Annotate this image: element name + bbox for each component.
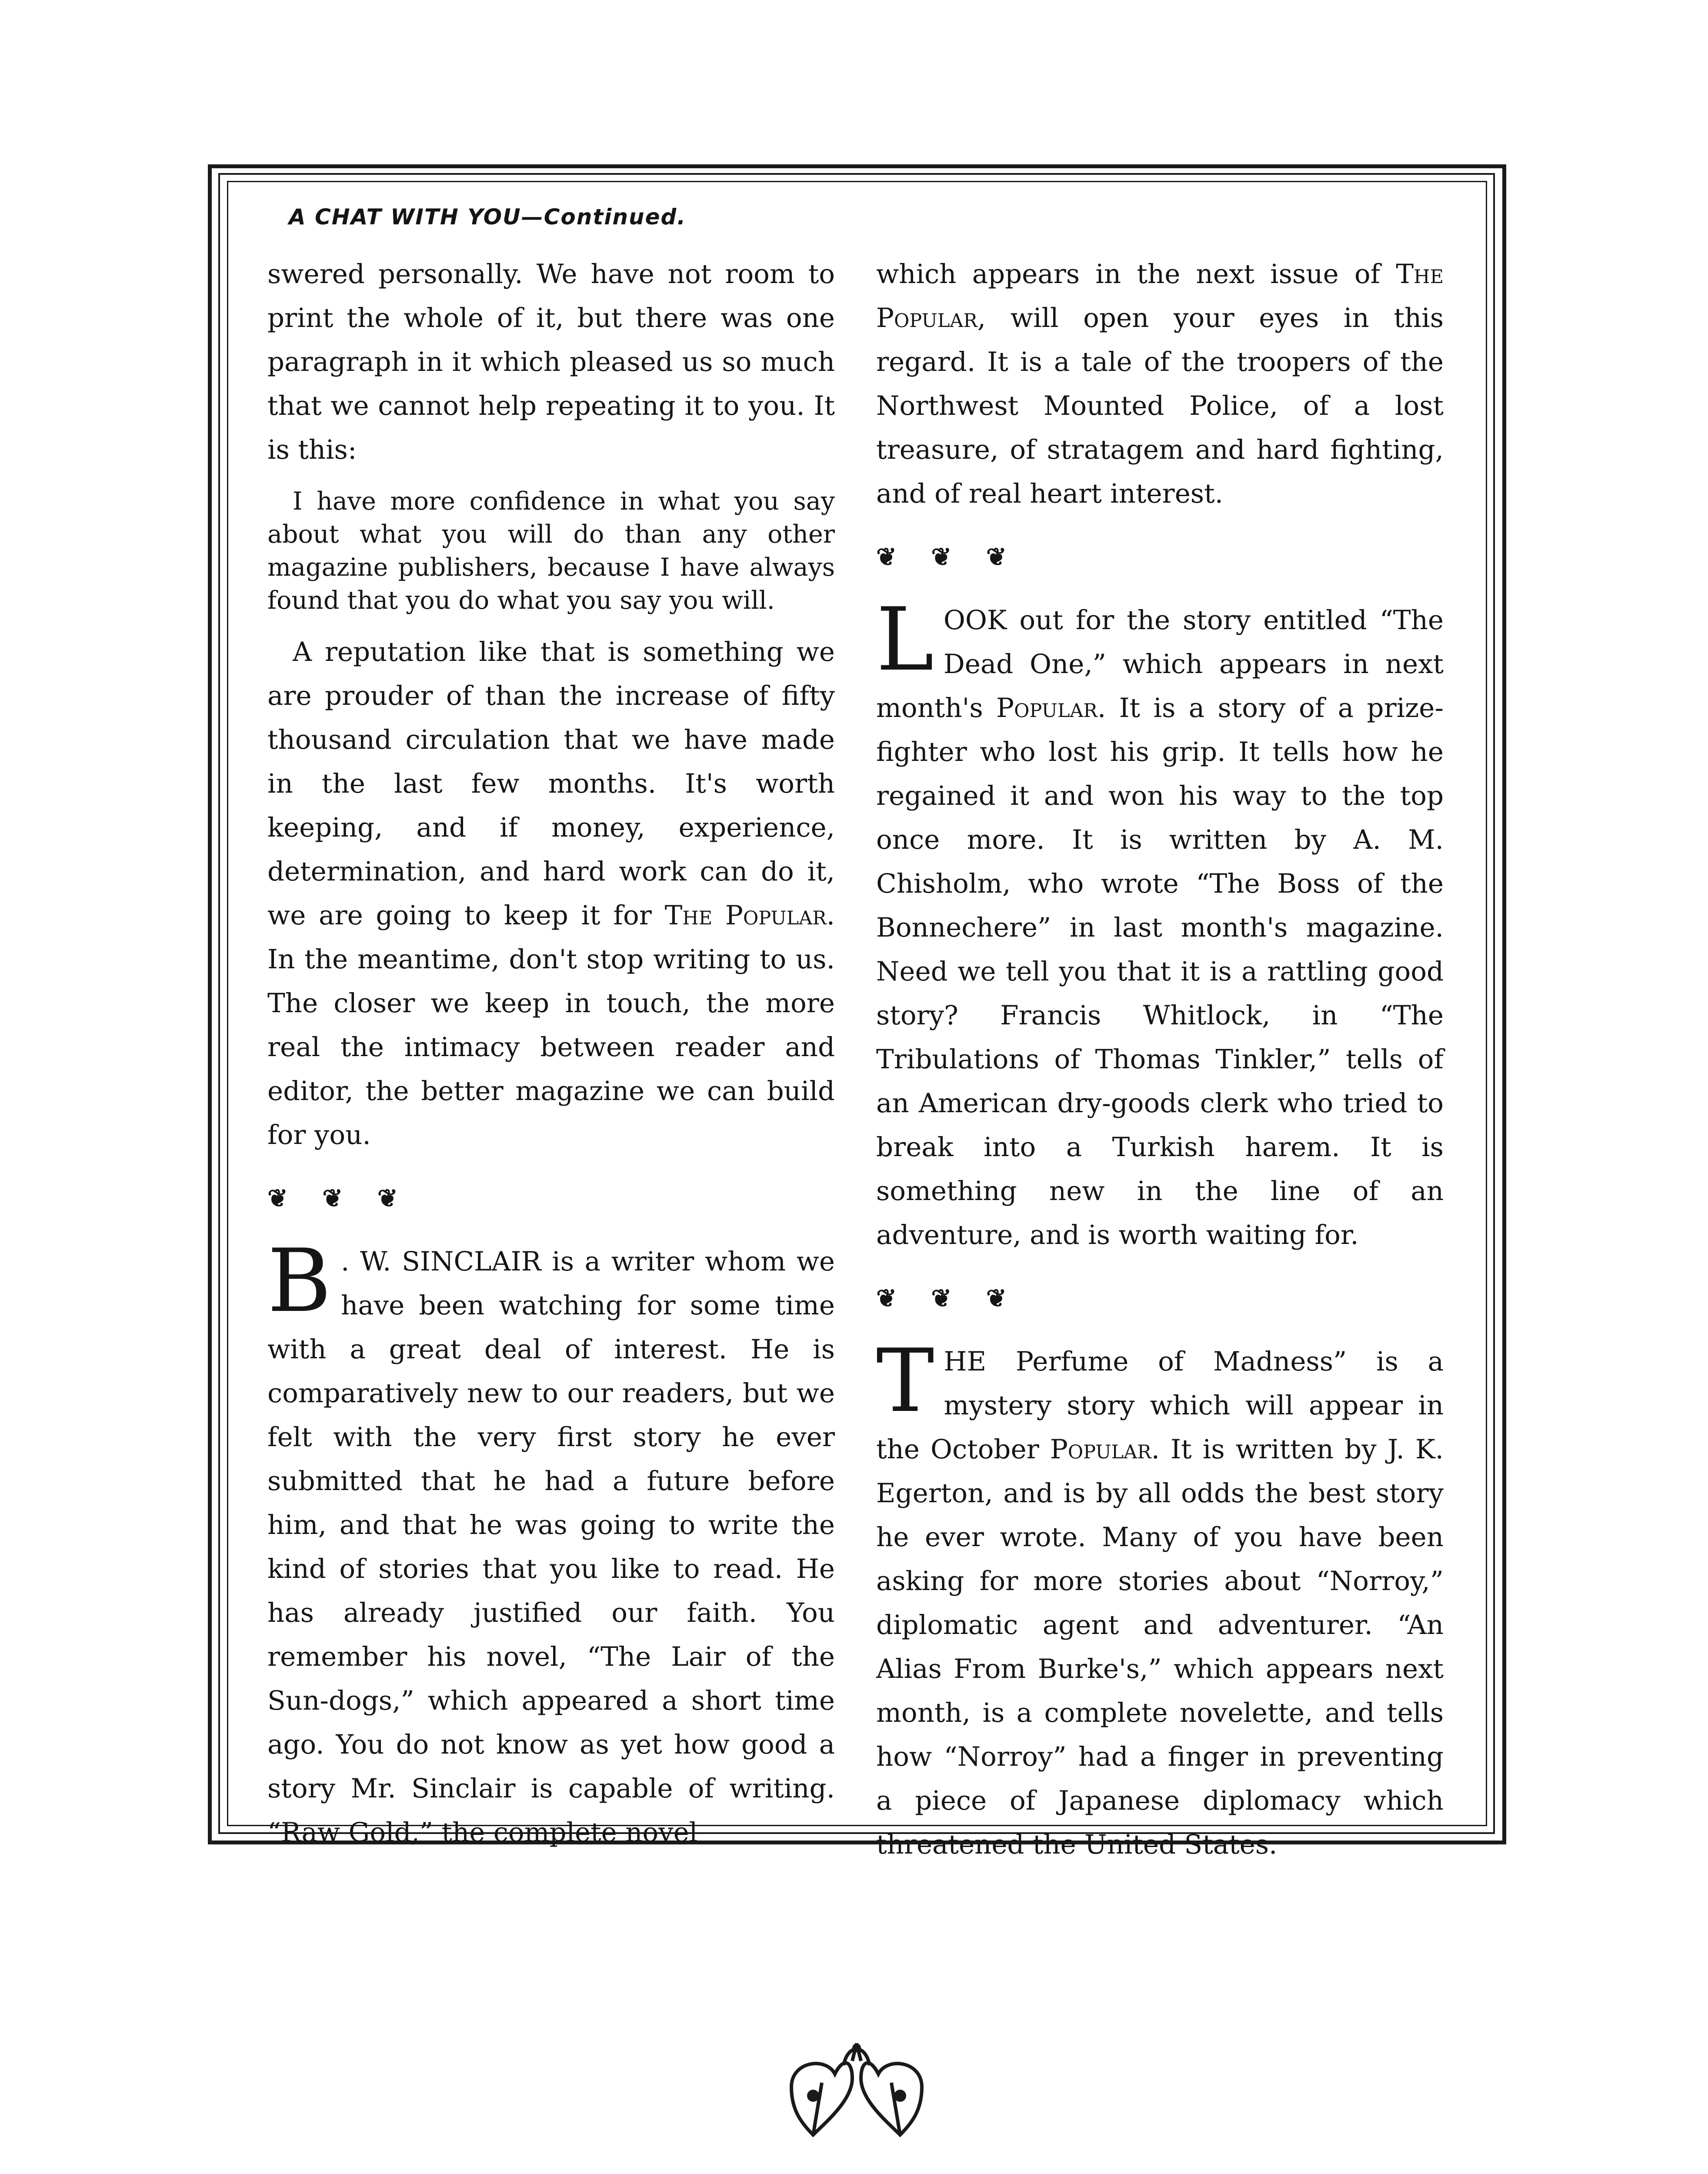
magazine-name: Popular bbox=[1050, 1434, 1151, 1465]
reader-quote: I have more confidence in what you say about what you will do than any other magazine publishers, because I have always found that you do what you say you will. bbox=[267, 487, 835, 615]
section-ornament: ❦ ❦ ❦ bbox=[267, 1184, 411, 1213]
paragraph-sinclair: B . W. SINCLAIR is a writer whom we have been watching for some time with a great deal of interest. He is comparatively new to our readers, but we felt with the very first story he ever submitted that he had a future before him, and that he was going to write the kind of stories that you like to read. He has already justified our faith. You remember his novel, “The Lair of the Sun-dogs,” which appeared a short time ago. You do not know as yet how good a story Mr. Sinclair is capable of writing. “Raw Gold,” the complete novel bbox=[267, 1230, 835, 1848]
section-ornament: ❦ ❦ ❦ bbox=[876, 1284, 1020, 1313]
paragraph-reputation: A reputation like that is something we are prouder of than the increase of fifty thousand circulation that we have made in the last few months. It's worth keeping, and if money, experience, determination, and hard work can do it, we are going to keep it for The Popular. In the meantime, don't stop writing to us. The closer we keep in touch, the more real the intimacy between reader and editor, the better magazine we can build for you. bbox=[267, 637, 835, 1150]
leaf-tailpiece-icon bbox=[765, 2035, 948, 2139]
section-ornament: ❦ ❦ ❦ bbox=[876, 543, 1020, 571]
paragraph-dead-one: LOOK out for the story entitled “The Dead One,” which appears in next month's Popular. It is a story of a prize-fighter who lost his grip. It tells how he regained it and won his way to the top once more. It is written by A. M. Chisholm, who wrote “The Boss of the Bonnechere” in last month's magazine. Need we tell you that it is a rattling good story? Francis Whitlock, in “The Tribulations of Thomas Tinkler,” tells of an American dry-goods clerk who tried to break into a Turkish harem. It is something new in the line of an adventure, and is worth waiting for. bbox=[876, 589, 1444, 1250]
paragraph-perfume: THE Perfume of Madness” is a mystery story which will appear in the October Popular. It is written by J. K. Egerton, and is by all odds the best story he ever wrote. Many of you have been asking for more stories about “Norroy,” diplomatic agent and adventurer. “An Alias From Burke's,” which appears next month, is a complete novelette, and tells how “Norroy” had a finger in preventing a piece of Japanese diplomacy which threatened the United States. bbox=[876, 1330, 1444, 1860]
magazine-name: The Popular bbox=[876, 259, 1444, 333]
paragraph-letter-reply: swered personally. We have not room to print the whole of it, but there was one paragraph in it which pleased us so much that we cannot help repeating it to you. It is this: bbox=[267, 259, 835, 465]
magazine-name: The Popular bbox=[664, 900, 827, 931]
right-column bbox=[876, 252, 1444, 1867]
magazine-name: Popular bbox=[996, 693, 1098, 724]
paragraph-raw-gold: which appears in the next issue of The Popular, will open your eyes in this regard. It is a tale of the troopers of the Northwest Mounted Police, of a lost treasure, of stratagem and hard fighting, and of real heart interest. bbox=[876, 259, 1444, 509]
drop-cap-t: T bbox=[876, 1330, 934, 1432]
left-column bbox=[267, 252, 835, 1854]
drop-cap-l: L bbox=[876, 589, 934, 690]
drop-cap-b: B bbox=[267, 1230, 331, 1332]
running-head: A CHAT WITH YOU—Continued. bbox=[289, 204, 687, 230]
